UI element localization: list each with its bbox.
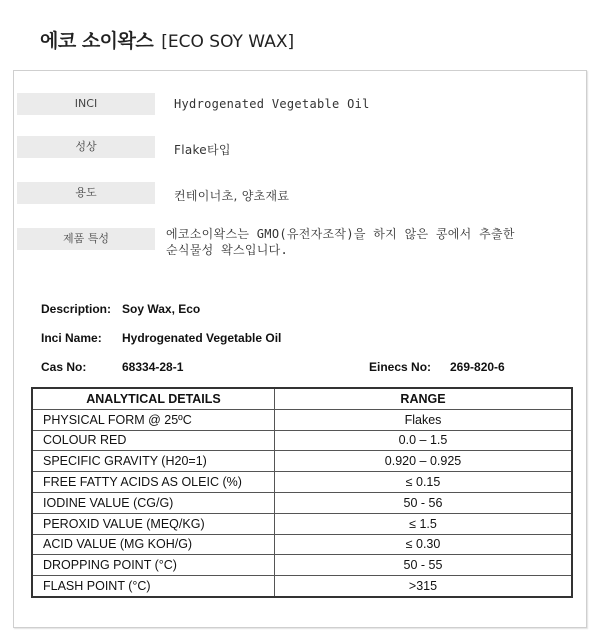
analytical-details-table xyxy=(31,387,573,598)
table-row xyxy=(32,513,572,534)
description-value: Soy Wax, Eco xyxy=(122,302,201,316)
label-appearance: 성상 xyxy=(17,136,155,158)
range-cell: >315 xyxy=(275,576,573,597)
table-row xyxy=(32,492,572,513)
label-features: 제품 특성 xyxy=(17,228,155,250)
table-row xyxy=(32,576,572,597)
table-row xyxy=(32,409,572,430)
range-cell: 0.920 – 0.925 xyxy=(275,451,573,472)
table-row xyxy=(32,534,572,555)
description-label: Description: xyxy=(41,302,112,316)
title-english: [ECO SOY WAX] xyxy=(161,32,295,52)
range-cell: 0.0 – 1.5 xyxy=(275,430,573,451)
detail-cell: FREE FATTY ACIDS AS OLEIC (%) xyxy=(32,472,275,493)
table-row xyxy=(32,472,572,493)
range-cell: 50 - 55 xyxy=(275,555,573,576)
range-cell: ≤ 0.15 xyxy=(275,472,573,493)
detail-cell: ACID VALUE (MG KOH/G) xyxy=(32,534,275,555)
title-korean: 에코 소이왁스 xyxy=(40,30,154,52)
label-usage: 용도 xyxy=(17,182,155,204)
value-features xyxy=(166,226,515,258)
detail-cell: PEROXID VALUE (MEQ/KG) xyxy=(32,513,275,534)
einecs-label: Einecs No: xyxy=(369,360,432,374)
detail-cell: PHYSICAL FORM @ 25ºC xyxy=(32,409,275,430)
detail-cell: IODINE VALUE (CG/G) xyxy=(32,492,275,513)
detail-cell: SPECIFIC GRAVITY (H20=1) xyxy=(32,451,275,472)
product-spec-card xyxy=(13,70,587,628)
table-row xyxy=(32,430,572,451)
page-title xyxy=(40,26,294,53)
value-usage: 컨테이너초, 양초재료 xyxy=(174,189,290,203)
range-cell: Flakes xyxy=(275,409,573,430)
einecs-value: 269-820-6 xyxy=(450,360,505,374)
table-header-row xyxy=(32,388,572,409)
detail-cell: DROPPING POINT (°C) xyxy=(32,555,275,576)
header-range: RANGE xyxy=(275,388,573,409)
header-analytical-details: ANALYTICAL DETAILS xyxy=(32,388,275,409)
inci-name-value: Hydrogenated Vegetable Oil xyxy=(122,331,282,345)
table-row xyxy=(32,451,572,472)
value-inci: Hydrogenated Vegetable Oil xyxy=(174,97,370,111)
detail-cell: COLOUR RED xyxy=(32,430,275,451)
cas-value: 68334-28-1 xyxy=(122,360,184,374)
range-cell: ≤ 0.30 xyxy=(275,534,573,555)
range-cell: ≤ 1.5 xyxy=(275,513,573,534)
features-line-1: 에코소이왁스는 GMO(유전자조작)을 하지 않은 콩에서 추출한 xyxy=(166,227,515,241)
label-inci: INCI xyxy=(17,93,155,115)
features-line-2: 순식물성 왁스입니다. xyxy=(166,243,289,257)
inci-name-label: Inci Name: xyxy=(41,331,102,345)
detail-cell: FLASH POINT (°C) xyxy=(32,576,275,597)
value-appearance: Flake타입 xyxy=(174,143,231,157)
cas-label: Cas No: xyxy=(41,360,87,374)
table-row xyxy=(32,555,572,576)
range-cell: 50 - 56 xyxy=(275,492,573,513)
